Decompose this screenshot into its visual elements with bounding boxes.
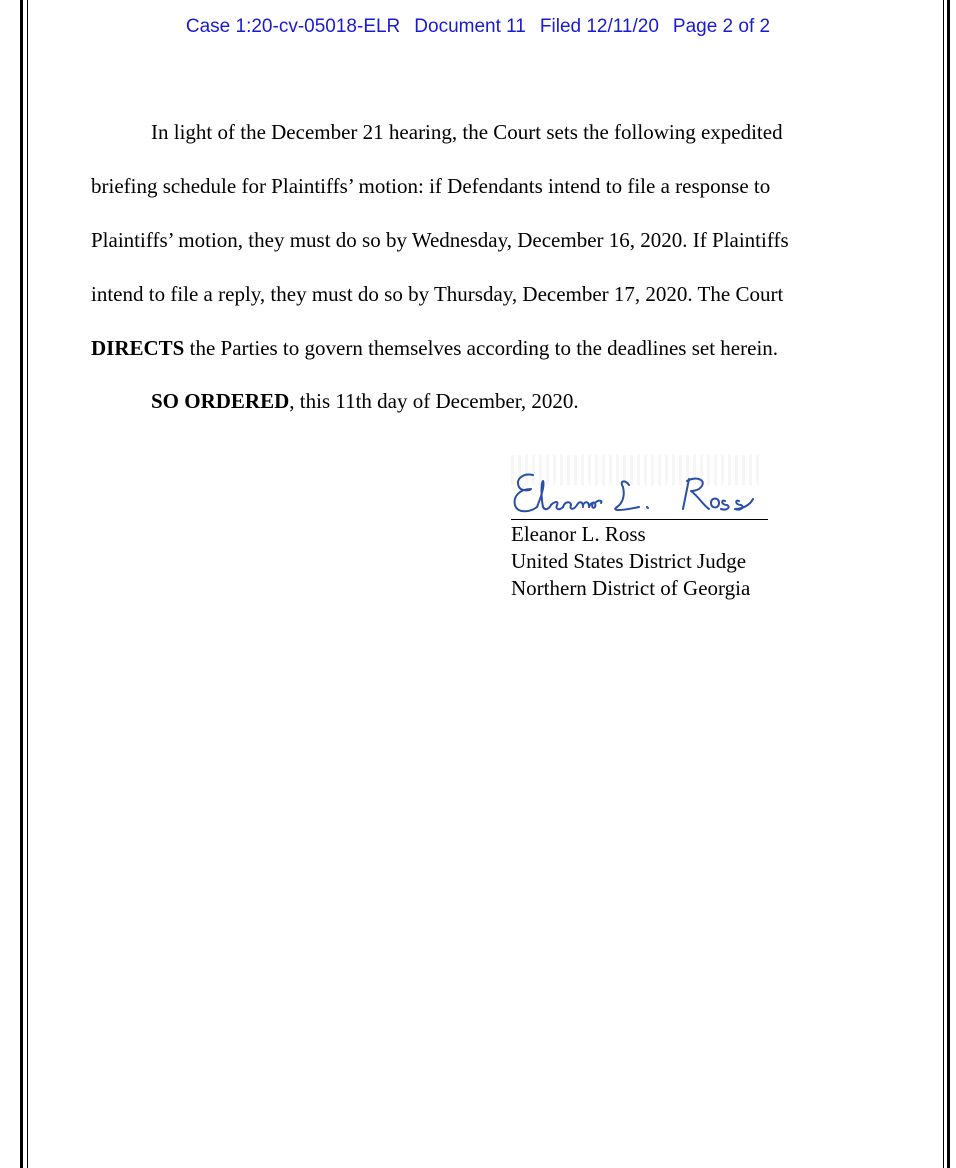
judge-name: Eleanor L. Ross [511, 522, 646, 546]
ecf-filing-header [0, 16, 956, 38]
page-number: Page 2 of 2 [672, 16, 771, 37]
left-border-thick [20, 0, 23, 1168]
signatory-details [511, 521, 750, 602]
judge-title: United States District Judge [511, 549, 747, 573]
body-line-3: Plaintiffs’ motion, they must do so by Wednesday, December 16, 2020. If Plaintiffs [91, 228, 789, 252]
right-border-thin [943, 0, 944, 1168]
filed-date: Filed 12/11/20 [539, 16, 659, 37]
directs-bold: DIRECTS [91, 336, 185, 360]
court-district: Northern District of Georgia [511, 576, 751, 600]
so-ordered-line [91, 387, 871, 415]
right-border-thick [947, 0, 950, 1168]
body-line-5 [91, 334, 871, 362]
so-ordered-rest: , this 11th day of December, 2020. [289, 389, 579, 413]
document-number: Document 11 [414, 16, 526, 37]
body-line-1: In light of the December 21 hearing, the Court sets the following expedited [151, 120, 783, 144]
body-line-2: briefing schedule for Plaintiffs’ motion: if Defendants intend to file a response to [91, 174, 771, 198]
handwritten-signature [511, 467, 771, 519]
body-line-4: intend to file a reply, they must do so by Thursday, December 17, 2020. The Court [91, 282, 784, 306]
directs-rest: the Parties to govern themselves according to the deadlines set herein. [184, 336, 779, 360]
case-number: Case 1:20-cv-05018-ELR [185, 16, 401, 37]
so-ordered-bold: SO ORDERED [151, 389, 290, 413]
signature-line [511, 519, 768, 520]
left-border-thin [27, 0, 28, 1168]
